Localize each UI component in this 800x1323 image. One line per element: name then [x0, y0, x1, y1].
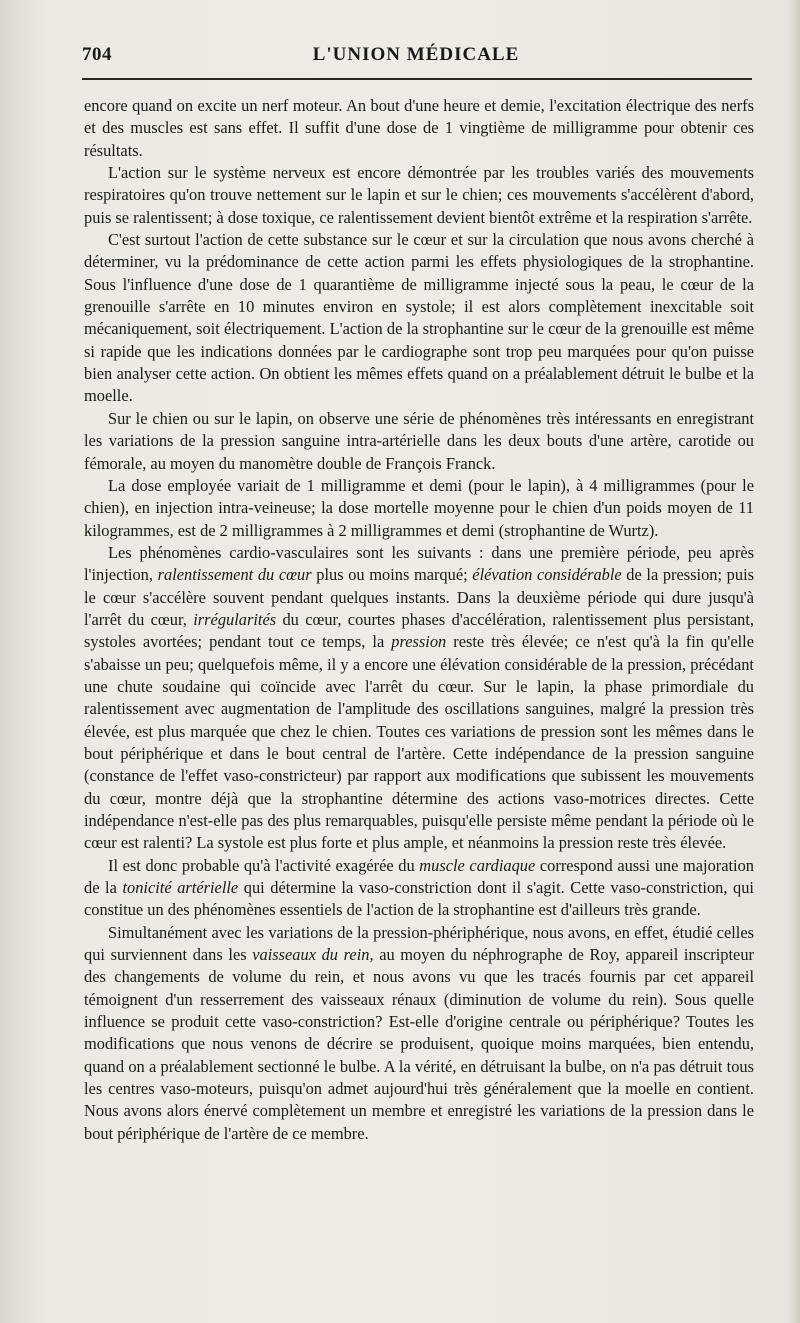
italic-text: élévation considérable	[472, 565, 622, 585]
paragraph	[84, 162, 754, 229]
paragraph	[84, 475, 754, 542]
text-run: , au moyen du néphrographe de Roy, appareil inscripteur des changements de volume du rein, et nous avons vu que les tracés fournis par cet appareil témoignent d'un resserrement des vaisseaux rénaux (diminution de volume du rein). Sous quelle influence se produit cette vaso-constriction? Est-elle d'origine centrale ou périphérique? Toutes les modifications que nous venons de décrire se produisent, quoique moins marquées, bien entendu, quand on a préalablement sectionné le bulbe. A la vérité, en détruisant la bulbe, on n'a pas détruit tous les centres vaso-moteurs, puisqu'on admet aujourd'hui très généralement que la moelle en contient. Nous avons alors énervé complètement un membre et enregistré les variations de la pression dans le bout périphérique de l'artère de ce membre.	[84, 945, 754, 1143]
text-run: reste très élevée; ce n'est qu'à la fin qu'elle s'abaisse un peu; quelquefois même, il y a encore une élévation considérable de la pression, précédant une chute soudaine qui coïncide avec l'arrêt du cœur. Sur le lapin, la phase primordiale du ralentissement avec augmentation de l'amplitude des oscillations sanguines, malgré la pression très élevée, est plus marquée que chez le chien. Toutes ces variations de pression sont les mêmes dans le bout périphérique et dans le bout central de l'artère. Cette indépendance de la pression sanguine (constance de l'effet vaso-constricteur) par rapport aux modifications que subissent les mouvements du cœur, montre déjà que la strophantine détermine des actions vaso-motrices directes. Cette indépendance n'est-elle pas des plus remarquables, puisqu'elle persiste même pendant la période où le cœur est ralenti? La systole est plus forte et plus ample, et néanmoins la pression reste très élevée.	[84, 632, 755, 853]
text-run: Les phénomènes cardio-vasculaires sont les suivants : dans une première période, peu après l'injection,	[84, 542, 754, 585]
italic-text: tonicité artérielle	[122, 878, 239, 898]
text-run: encore quand on excite un nerf moteur. An bout d'une heure et demie, l'excitation électrique des nerfs et des muscles est sans effet. Il suffit d'une dose de 1 vingtième de milligramme pour obtenir ces résultats.	[84, 96, 754, 160]
paragraph	[84, 542, 754, 855]
text-run: L'action sur le système nerveux est encore démontrée par les troubles variés des mouvements respiratoires qu'on trouve nettement sur le lapin et sur le chien; ces mouvements s'accélèrent d'abord, puis se ralentissent; à dose toxique, ce ralentissement devient bientôt extrême et la respiration s'arrête.	[84, 163, 754, 227]
text-run: La dose employée variait de 1 milligramme et demi (pour le lapin), à 4 milligrammes (pour le chien), en injection intra-veineuse; la dose mortelle moyenne pour le chien d'un poids moyen de 11 kilogrammes, est de 2 milligrammes à 2 milligrammes et demi (strophantine de Wurtz).	[84, 475, 754, 540]
text-run: Sur le chien ou sur le lapin, on observe une série de phénomènes très intéressants en enregistrant les variations de la pression sanguine intra-artérielle dans les deux bouts d'une artère, carotide ou fémorale, au moyen du manomètre double de François Franck.	[84, 408, 754, 473]
paragraph	[84, 922, 754, 1145]
text-run: Il est donc probable qu'à l'activité exagérée du	[108, 855, 420, 875]
text-run: C'est surtout l'action de cette substance sur le cœur et sur la circulation que nous avons cherché à déterminer, vu la prédominance de cette action parmi les effets physiologiques de la strophantine. Sous l'influence d'une dose de 1 quarantième de milligramme injecté sous la peau, le cœur de la grenouille s'arrête en 10 minutes environ en systole; il est alors complètement inexcitable soit mécaniquement, soit électriquement. L'action de la strophantine sur le cœur de la grenouille est même si rapide que les indications données par le cardiographe sont trop peu marquées pour qu'on puisse bien analyser cette action. On obtient les mêmes effets quand on a préalablement détruit le bulbe et la moelle.	[84, 230, 754, 406]
italic-text: muscle cardiaque	[419, 855, 536, 875]
italic-text: pression	[391, 632, 447, 652]
header-rule	[82, 78, 752, 80]
text-run: de la pression; puis le cœur s'accélère souvent pendant quelques instants. Dans la deuxième période qui dure jusqu'à l'arrêt du cœur,	[84, 565, 755, 629]
page-header	[82, 44, 750, 72]
text-run: plus ou moins marqué;	[311, 565, 473, 585]
paragraph	[84, 855, 754, 922]
italic-text: vaisseaux du rein	[252, 945, 370, 965]
paragraph	[84, 95, 754, 162]
italic-text: ralentissement du cœur	[157, 565, 312, 585]
paragraph	[84, 229, 754, 408]
text-run: Simultanément avec les variations de la pression-phériphérique, nous avons, en effet, étudié celles qui surviennent dans les	[84, 922, 754, 965]
text-run: du cœur, courtes phases d'accélération, ralentissement plus persistant, systoles avortées; pendant tout ce temps, la	[84, 609, 754, 652]
italic-text: irrégularités	[193, 609, 277, 629]
body-text	[84, 95, 754, 1145]
running-title: L'UNION MÉDICALE	[312, 44, 520, 65]
paragraph	[84, 408, 754, 475]
text-run: correspond aussi une majoration de la	[84, 855, 754, 898]
page-number: 704	[82, 44, 112, 65]
text-run: qui détermine la vaso-constriction dont il s'agit. Cette vaso-constriction, qui constitue un des phénomènes essentiels de l'action de la strophantine est d'ailleurs très grande.	[84, 878, 754, 920]
